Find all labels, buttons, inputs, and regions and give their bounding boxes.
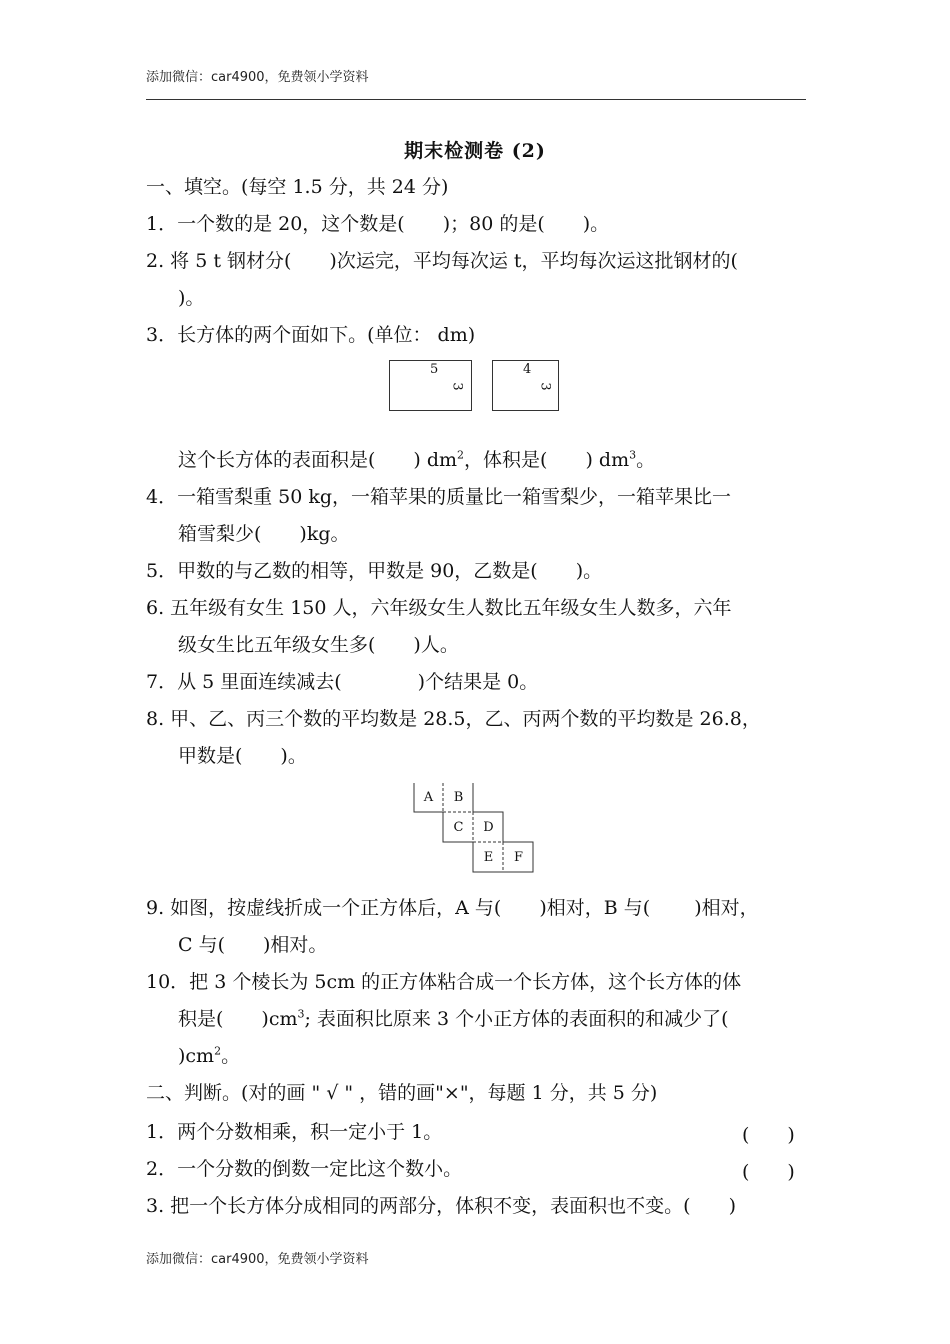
question-6-line2: 级女生比五年级女生多( )人。 xyxy=(178,634,459,656)
face-2-top-label: 4 xyxy=(523,362,532,377)
judge-question-1: 1．两个分数相乘，积一定小于 1。 xyxy=(146,1121,443,1143)
question-3: 3．长方体的两个面如下。(单位： dm) xyxy=(146,324,476,346)
header-divider xyxy=(146,99,806,100)
net-face-d: D xyxy=(483,820,494,835)
q3-answer-prefix: 这个长方体的表面积是( ) dm xyxy=(178,449,458,471)
net-face-e: E xyxy=(483,850,494,865)
q10-sup-3: 3 xyxy=(297,1007,305,1021)
page-header: 添加微信：car4900，免费领小学资料 xyxy=(146,70,369,85)
q10-line3-pre: )cm xyxy=(178,1045,215,1067)
page-title: 期末检测卷 (2) xyxy=(404,140,546,162)
net-face-c: C xyxy=(453,820,464,835)
cube-net-diagram xyxy=(413,782,535,874)
question-9-line1: 9. 如图，按虚线折成一个正方体后，A 与( )相对，B 与( )相对， xyxy=(146,897,759,919)
question-2-line1: 2. 将 5 t 钢材分( )次运完，平均每次运 t，平均每次运这批钢材的( xyxy=(146,250,738,272)
face-rectangle-2 xyxy=(492,360,559,411)
question-3-answer xyxy=(178,448,655,472)
page-footer: 添加微信：car4900，免费领小学资料 xyxy=(146,1252,369,1267)
question-2-line2: )。 xyxy=(178,287,205,309)
question-10-line2 xyxy=(178,1007,729,1031)
q3-sup-2: 2 xyxy=(457,448,465,462)
question-9-line2: C 与( )相对。 xyxy=(178,934,328,956)
section1-heading: 一、填空。(每空 1.5 分，共 24 分) xyxy=(146,176,449,198)
face-1-side-label: 3 xyxy=(449,382,465,391)
q10-line2-post: ; 表面积比原来 3 个小正方体的表面积的和减少了( xyxy=(304,1008,729,1030)
judge-question-3: 3. 把一个长方体分成相同的两部分，体积不变，表面积也不变。( ) xyxy=(146,1195,736,1217)
question-4-line2: 箱雪梨少( )kg。 xyxy=(178,523,350,545)
q3-answer-mid: ，体积是( ) dm xyxy=(464,449,630,471)
section2-heading: 二、判断。(对的画 " √ " ，错的画"×"，每题 1 分，共 5 分) xyxy=(146,1082,658,1104)
q10-line3-post: 。 xyxy=(221,1045,241,1067)
face-1-top-label: 5 xyxy=(430,362,439,377)
q3-sup-3: 3 xyxy=(629,448,637,462)
question-8-line1: 8. 甲、乙、丙三个数的平均数是 28.5，乙、丙两个数的平均数是 26.8， xyxy=(146,708,761,730)
q3-answer-end: 。 xyxy=(636,449,656,471)
question-1: 1．一个数的是 20，这个数是( )；80 的是( )。 xyxy=(146,213,610,235)
judge-1-answer-paren: ( ) xyxy=(742,1124,795,1146)
question-10-line3 xyxy=(178,1044,240,1068)
face-rectangle-1 xyxy=(389,360,472,411)
judge-question-2: 2．一个分数的倒数一定比这个数小。 xyxy=(146,1158,463,1180)
net-face-f: F xyxy=(513,850,524,865)
question-8-line2: 甲数是( )。 xyxy=(178,745,307,767)
judge-2-answer-paren: ( ) xyxy=(742,1161,795,1183)
question-5: 5．甲数的与乙数的相等，甲数是 90，乙数是( )。 xyxy=(146,560,603,582)
question-6-line1: 6. 五年级有女生 150 人，六年级女生人数比五年级女生人数多，六年 xyxy=(146,597,732,619)
q10-sup-2: 2 xyxy=(214,1044,222,1058)
q10-line2-pre: 积是( )cm xyxy=(178,1008,298,1030)
question-4-line1: 4．一箱雪梨重 50 kg，一箱苹果的质量比一箱雪梨少，一箱苹果比一 xyxy=(146,486,732,508)
net-face-b: B xyxy=(453,790,464,805)
question-10-line1: 10．把 3 个棱长为 5cm 的正方体粘合成一个长方体，这个长方体的体 xyxy=(146,971,742,993)
face-2-side-label: 3 xyxy=(537,382,553,391)
net-face-a: A xyxy=(423,790,434,805)
question-7: 7．从 5 里面连续减去( )个结果是 0。 xyxy=(146,671,539,693)
